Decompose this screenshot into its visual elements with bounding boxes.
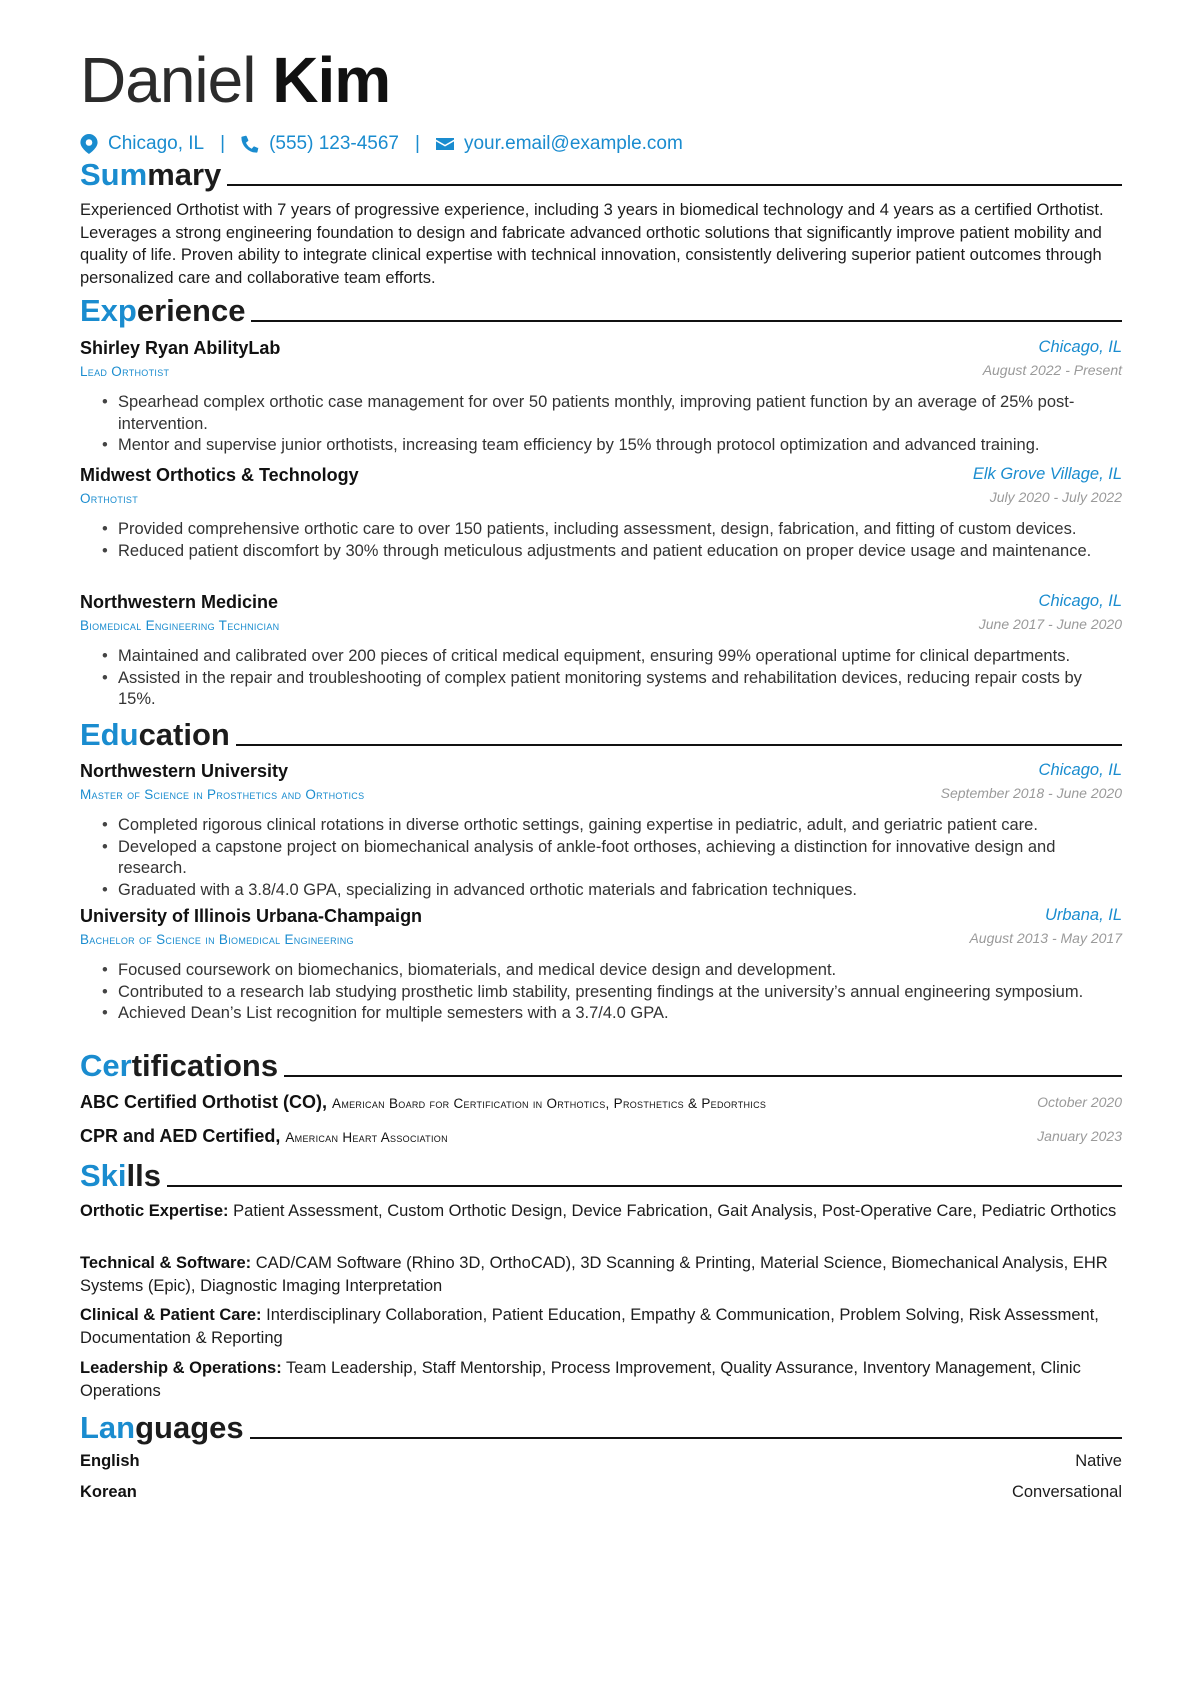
map-pin-icon [80,134,98,154]
heading-rest: mary [147,157,222,192]
bullet-list [80,815,1122,901]
heading-rest: erience [136,293,246,328]
heading-rest: cation [138,717,230,752]
job-title: Lead Orthotist [80,364,170,379]
certifications-heading [80,1049,1122,1083]
separator: | [415,133,420,154]
skill-group [80,1304,1122,1349]
last-name: Kim [272,44,391,116]
skill-group [80,1200,1122,1223]
list-item: • Graduated with a 3.8/4.0 GPA, specializing in advanced orthotic materials and fabrication techniques. [80,880,1122,902]
organization: Midwest Orthotics & Technology [80,465,359,485]
heading-rule [284,1075,1122,1077]
skill-label: Technical & Software: [80,1254,252,1272]
heading-accent: Sum [80,157,148,192]
list-item: • Reduced patient discomfort by 30% through meticulous adjustments and patient education on proper device usage and maintenance. [80,541,1122,563]
degree: Bachelor of Science in Biomedical Engineering [80,932,354,947]
certification-date: October 2020 [1037,1094,1122,1110]
language-level: Native [1075,1452,1122,1470]
list-item: • Provided comprehensive orthotic care to over 150 patients, including assessment, design, fabrication, and fitting of custom devices. [80,519,1122,541]
institution: University of Illinois Urbana-Champaign [80,906,423,926]
list-item: • Maintained and calibrated over 200 pieces of critical medical equipment, ensuring 99% operational uptime for clinical departments. [80,646,1122,668]
skill-values: Team Leadership, Staff Mentorship, Process Improvement, Quality Assurance, Inventory Management, Clinic Operations [80,1359,1081,1400]
heading-rule [250,1437,1122,1439]
phone-link[interactable]: (555) 123-4567 [269,133,399,154]
heading-accent: Ski [80,1158,127,1193]
job-title: Orthotist [80,491,139,506]
entry-dates: August 2022 - Present [982,362,1122,378]
candidate-name [80,44,390,116]
entry-dates: June 2017 - June 2020 [978,616,1122,632]
bullet-list [80,392,1122,457]
skill-group [80,1357,1122,1402]
first-name: Daniel [80,44,256,116]
entry-location: Chicago, IL [1038,338,1122,356]
certification-item: ABC Certified Orthotist (CO), American Board for Certification in Orthotics, Prosthetics & Pedorthics October 2020 [80,1092,1122,1112]
entry-dates: September 2018 - June 2020 [940,785,1122,801]
entry-location: Elk Grove Village, IL [972,465,1122,483]
skill-values: CAD/CAM Software (Rhino 3D, OrthoCAD), 3D Scanning & Printing, Material Science, Biomechanical Analysis, EHR Systems (Epic), Diagnostic Imaging Interpretation [80,1254,1108,1295]
heading-rule [227,184,1122,186]
heading-rest: guages [135,1410,244,1445]
list-item: • Completed rigorous clinical rotations in diverse orthotic settings, gaining expertise in pediatric, adult, and geriatric patient care. [80,815,1122,837]
skill-label: Orthotic Expertise: [80,1202,229,1220]
summary-text: Experienced Orthotist with 7 years of progressive experience, including 3 years in biomedical technology and 4 years as a certified Orthotist. Leverages a strong engineering foundation to design and fabricate advanced orthotic solutions that significantly improve patient mobility and quality of life. Proven ability to integrate clinical expertise with technical innovation, consistently delivering superior patient outcomes through personalized care and collaborative team efforts. [80,201,1104,287]
institution: Northwestern University [80,761,289,781]
bullet-list [80,519,1122,562]
heading-rule [251,320,1122,322]
experience-heading [80,294,1122,328]
languages-heading [80,1411,1122,1445]
heading-accent: Edu [80,717,139,752]
bullet-list [80,960,1122,1025]
heading-rest: tifications [131,1048,279,1083]
certification-date: January 2023 [1037,1128,1122,1144]
certification-item: CPR and AED Certified, American Heart Association January 2023 [80,1126,1122,1146]
skill-values: Patient Assessment, Custom Orthotic Design, Device Fabrication, Gait Analysis, Post-Operative Care, Pediatric Orthotics [233,1202,1117,1220]
bullet-list [80,646,1122,711]
language-item [80,1452,1122,1471]
entry-location: Chicago, IL [1038,761,1122,779]
skills-heading [80,1159,1122,1193]
heading-rest: lls [126,1158,161,1193]
certification-name: ABC Certified Orthotist (CO) [80,1092,322,1112]
education-heading [80,718,1122,752]
list-item: • Mentor and supervise junior orthotists, increasing team efficiency by 15% through protocol optimization and advanced training. [80,435,1122,457]
entry-dates: July 2020 - July 2022 [989,489,1122,505]
email-link[interactable]: your.email@example.com [463,133,683,154]
language-level: Conversational [1011,1483,1122,1501]
skill-group [80,1252,1122,1297]
entry-location: Chicago, IL [1038,592,1122,610]
heading-rule [167,1185,1122,1187]
certification-name: CPR and AED Certified [80,1126,276,1146]
heading-rule [236,744,1122,746]
organization: Shirley Ryan AbilityLab [80,338,281,358]
entry-dates: August 2013 - May 2017 [969,930,1122,946]
separator: | [220,133,226,154]
summary-heading [80,158,1122,192]
phone-icon [241,134,259,154]
skill-values: Interdisciplinary Collaboration, Patient Education, Empathy & Communication, Problem Solving, Risk Assessment, Documentation & Reporting [80,1306,1099,1347]
location-text: Chicago, IL [108,133,205,154]
contact-bar [80,133,683,155]
list-item: • Contributed to a research lab studying prosthetic limb stability, presenting findings at the university’s annual engineering symposium. [80,982,1122,1004]
heading-accent: Cer [80,1048,132,1083]
list-item: • Spearhead complex orthotic case management for over 50 patients monthly, improving patient function by an average of 25% post-intervention. [80,392,1122,435]
list-item: • Achieved Dean’s List recognition for multiple semesters with a 3.7/4.0 GPA. [80,1003,1122,1025]
language-item [80,1483,1122,1502]
degree: Master of Science in Prosthetics and Orthotics [80,787,365,802]
certification-issuer: American Heart Association [285,1130,448,1145]
list-item: • Focused coursework on biomechanics, biomaterials, and medical device design and development. [80,960,1122,982]
heading-accent: Lan [80,1410,136,1445]
list-item: • Developed a capstone project on biomechanical analysis of ankle-foot orthoses, achieving a distinction for innovative design and research. [80,837,1122,880]
heading-accent: Exp [80,293,137,328]
certification-issuer: American Board for Certification in Orthotics, Prosthetics & Pedorthics [332,1096,767,1111]
job-title: Biomedical Engineering Technician [80,618,280,633]
skill-label: Clinical & Patient Care: [80,1306,262,1324]
skill-label: Leadership & Operations: [80,1359,282,1377]
list-item: • Assisted in the repair and troubleshooting of complex patient monitoring systems and rehabilitation devices, reducing repair costs by 15%. [80,668,1122,711]
envelope-icon [436,134,454,154]
entry-location: Urbana, IL [1044,906,1122,924]
language-name: Korean [80,1483,137,1501]
language-name: English [80,1452,140,1470]
organization: Northwestern Medicine [80,592,279,612]
